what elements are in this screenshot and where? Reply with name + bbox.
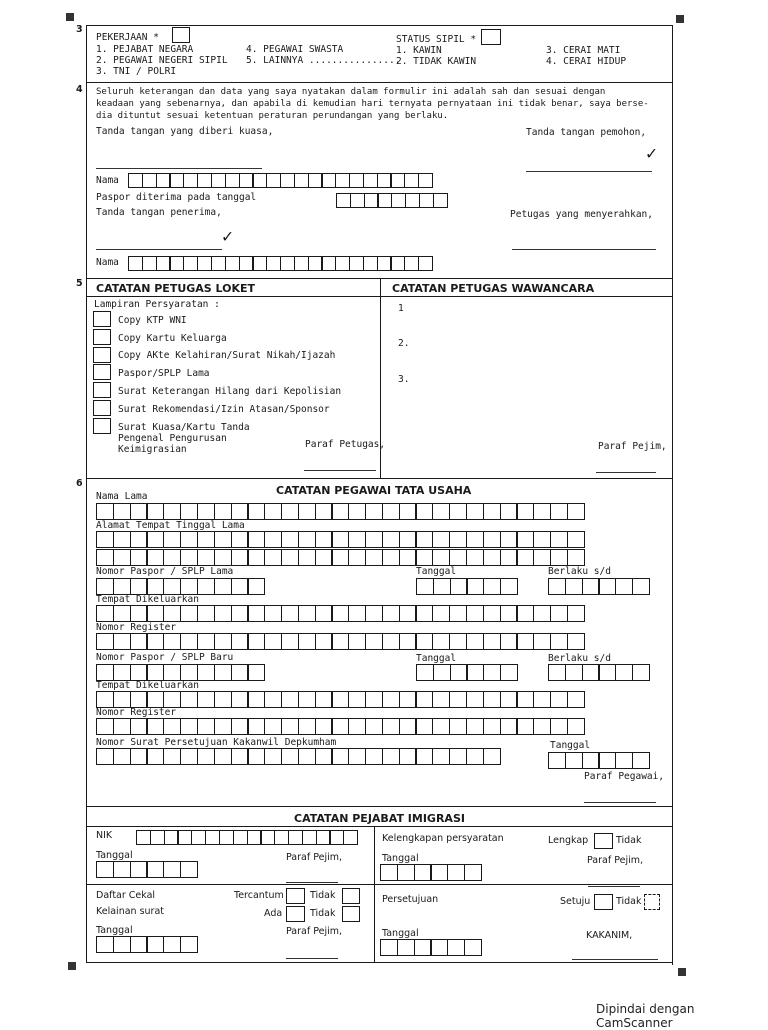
paspor-lama-berlaku-label: Berlaku s/d [548, 566, 611, 577]
nama-cells-1[interactable] [128, 173, 432, 188]
kelainan-label: Kelainan surat [96, 906, 165, 917]
camscanner-watermark: Dipindai dengan CamScanner [596, 1002, 695, 1030]
section-number-6: 6 [76, 478, 83, 489]
imigrasi-tanggal-label-4: Tanggal [382, 928, 419, 939]
nama-lama-label: Nama Lama [96, 491, 148, 502]
persetujuan-label: Persetujuan [382, 894, 439, 905]
job-option-4: 4. PEGAWAI SWASTA [246, 44, 344, 55]
nomor-register-cells-1[interactable] [96, 633, 584, 650]
wawancara-num-3: 3. [398, 374, 410, 385]
sec4-top [86, 82, 672, 83]
nomor-surat-label: Nomor Surat Persetujuan Kakanwil Depkumham [96, 737, 337, 748]
paspor-baru-berlaku-label: Berlaku s/d [548, 653, 611, 664]
checkbox-kk[interactable] [93, 329, 111, 345]
tempat-dikeluarkan-label-1: Tempat Dikeluarkan [96, 594, 199, 605]
tempat-dikeluarkan-label-2: Tempat Dikeluarkan [96, 680, 199, 691]
tidak-label-1: Tidak [616, 835, 642, 846]
imigrasi-paraf-line-2[interactable] [588, 886, 640, 887]
ada-checkbox[interactable] [286, 906, 305, 922]
paspor-lama-berlaku-cells[interactable] [548, 578, 649, 595]
imigrasi-tanggal-cells-4[interactable] [380, 939, 481, 956]
imigrasi-paraf-line-3[interactable] [286, 958, 338, 959]
tempat-dikeluarkan-cells-1[interactable] [96, 605, 584, 622]
item-kk: Copy Kartu Keluarga [118, 333, 227, 344]
job-option-2: 2. PEGAWAI NEGERI SIPIL [96, 55, 228, 66]
job-option-1: 1. PEJABAT NEGARA [96, 44, 194, 55]
paraf-pejim-line[interactable] [596, 472, 656, 473]
kelengkapan-label: Kelengkapan persyaratan [382, 833, 504, 844]
kakanim-label: KAKANIM, [586, 930, 633, 941]
ada-label: Ada [264, 908, 283, 919]
nama-label-1: Nama [96, 175, 119, 186]
paspor-lama-tanggal-cells[interactable] [416, 578, 517, 595]
wawancara-num-2: 2. [398, 338, 410, 349]
nama-cells-2[interactable] [128, 256, 432, 271]
frame-right [672, 25, 673, 965]
pekerjaan-label: PEKERJAAN * [96, 32, 159, 43]
pemohon-checkmark: ✓ [646, 143, 657, 164]
daftar-cekal-label: Daftar Cekal [96, 890, 156, 901]
imigrasi-tanggal-label-2: Tanggal [382, 853, 419, 864]
scan-marker-bottom-right [678, 968, 686, 976]
checkbox-kuasa[interactable] [93, 418, 111, 434]
statement-line-1: Seluruh keterangan dan data yang saya nyatakan dalam formulir ini adalah sah dan sesuai dengan [96, 87, 606, 97]
paraf-pejim-label: Paraf Pejim, [598, 441, 667, 452]
tercantum-checkbox[interactable] [286, 888, 305, 904]
alamat-lama-cells-row1[interactable] [96, 531, 584, 548]
nama-lama-cells[interactable] [96, 503, 584, 520]
paraf-pegawai-line[interactable] [584, 802, 656, 803]
nomor-register-label-1: Nomor Register [96, 622, 177, 633]
kakanim-signature-line[interactable] [572, 959, 658, 960]
imigrasi-mid-line [86, 884, 672, 885]
loket-title: CATATAN PETUGAS LOKET [96, 282, 256, 295]
paraf-pegawai-label: Paraf Pegawai, [584, 771, 665, 782]
section-number-4: 4 [76, 84, 83, 95]
frame-left [86, 25, 87, 963]
item-paspor-lama: Paspor/SPLP Lama [118, 368, 210, 379]
nama-label-2: Nama [96, 257, 119, 268]
lengkap-checkbox[interactable] [594, 833, 613, 849]
ttd-kuasa-label: Tanda tangan yang diberi kuasa, [96, 126, 274, 137]
tidak-checkbox-1[interactable] [342, 888, 360, 904]
paspor-diterima-date-cells[interactable] [336, 193, 447, 208]
item-kuasa-3: Keimigrasian [118, 444, 187, 455]
item-rekomendasi: Surat Rekomendasi/Izin Atasan/Sponsor [118, 404, 330, 415]
paspor-baru-tanggal-label: Tanggal [416, 653, 457, 664]
paspor-diterima-label: Paspor diterima pada tanggal [96, 192, 257, 203]
sec3-top [86, 25, 672, 26]
imigrasi-tanggal-label-3: Tanggal [96, 925, 133, 936]
item-akte: Copy AKte Kelahiran/Surat Nikah/Ijazah [118, 350, 336, 361]
nik-cells[interactable] [136, 830, 357, 845]
alamat-lama-label: Alamat Tempat Tinggal Lama [96, 520, 245, 531]
imigrasi-paraf-pejim-label-3: Paraf Pejim, [286, 926, 343, 937]
status-option-2: 2. TIDAK KAWIN [396, 56, 477, 67]
nomor-surat-cells[interactable] [96, 748, 500, 765]
tidak-label-4: Tidak [616, 896, 642, 907]
paraf-petugas-line[interactable] [304, 470, 376, 471]
scan-marker-top-left [66, 13, 74, 21]
tidak-label-2: Tidak [310, 890, 336, 901]
setuju-checkbox[interactable] [594, 894, 613, 910]
checkbox-hilang[interactable] [93, 382, 111, 398]
paraf-petugas-label: Paraf Petugas, [305, 439, 386, 450]
imigrasi-paraf-line-1[interactable] [286, 882, 338, 883]
nomor-register-cells-2[interactable] [96, 718, 584, 735]
penerima-signature-line[interactable] [96, 249, 222, 250]
pemohon-signature-line[interactable] [526, 171, 652, 172]
tercantum-label: Tercantum [234, 890, 284, 901]
tidak-label-3: Tidak [310, 908, 336, 919]
paspor-baru-tanggal-cells[interactable] [416, 664, 517, 681]
paspor-lama-label: Nomor Paspor / SPLP Lama [96, 566, 234, 577]
paspor-baru-number-cells[interactable] [96, 664, 264, 681]
penerima-checkmark: ✓ [222, 226, 233, 247]
tempat-dikeluarkan-cells-2[interactable] [96, 691, 584, 708]
item-kuasa-1: Surat Kuasa/Kartu Tanda [118, 422, 250, 433]
imigrasi-tanggal-cells-2[interactable] [380, 864, 481, 881]
section-number-3: 3 [76, 24, 83, 35]
setuju-label: Setuju [560, 896, 591, 907]
status-option-4: 4. CERAI HIDUP [546, 56, 627, 67]
pekerjaan-box[interactable] [172, 27, 190, 43]
status-option-3: 3. CERAI MATI [546, 45, 621, 56]
status-label: STATUS SIPIL * [396, 34, 477, 45]
nomor-register-label-2: Nomor Register [96, 707, 177, 718]
item-ktp: Copy KTP WNI [118, 315, 187, 326]
job-option-3: 3. TNI / POLRI [96, 66, 177, 77]
checkbox-ktp[interactable] [93, 311, 111, 327]
frame-bottom [86, 962, 672, 963]
imigrasi-paraf-pejim-label-2: Paraf Pejim, [587, 855, 644, 866]
imigrasi-top [86, 806, 672, 807]
imigrasi-tanggal-label-1: Tanggal [96, 850, 133, 861]
alamat-lama-cells-row2[interactable] [96, 549, 584, 566]
sec5-header-line [86, 296, 672, 297]
job-option-5: 5. LAINNYA ................ [246, 55, 401, 66]
imigrasi-tanggal-cells-3[interactable] [96, 936, 197, 953]
status-box[interactable] [481, 29, 501, 45]
nik-label: NIK [96, 830, 113, 841]
item-hilang: Surat Keterangan Hilang dari Kepolisian [118, 386, 342, 397]
imigrasi-tanggal-cells-1[interactable] [96, 861, 197, 878]
imigrasi-divider [374, 826, 375, 962]
sec6-top [86, 478, 672, 479]
scan-marker-bottom-left [68, 962, 76, 970]
status-option-1: 1. KAWIN [396, 45, 442, 56]
statement-line-2: keadaan yang sebenarnya, dan apabila di kemudian hari ternyata pernyataan ini tidak benar, saya berse- [96, 99, 649, 109]
wawancara-title: CATATAN PETUGAS WAWANCARA [392, 282, 595, 295]
sec5-top [86, 278, 672, 279]
ttd-pemohon-label: Tanda tangan pemohon, [526, 127, 647, 138]
paspor-baru-berlaku-cells[interactable] [548, 664, 649, 681]
petugas-menyerahkan-label: Petugas yang menyerahkan, [510, 209, 653, 220]
nomor-surat-tanggal-label: Tanggal [550, 740, 591, 751]
paspor-lama-number-cells[interactable] [96, 578, 264, 595]
scan-marker-top-right [676, 15, 684, 23]
paspor-lama-tanggal-label: Tanggal [416, 566, 457, 577]
checkbox-rekomendasi[interactable] [93, 400, 111, 416]
imigrasi-title: CATATAN PEJABAT IMIGRASI [294, 812, 465, 825]
item-kuasa-2: Pengenal Pengurusan [118, 433, 227, 444]
paspor-baru-label: Nomor Paspor / SPLP Baru [96, 652, 234, 663]
checkbox-paspor-lama[interactable] [93, 364, 111, 380]
nomor-surat-tanggal-cells[interactable] [548, 752, 649, 769]
ttd-penerima-label: Tanda tangan penerima, [96, 207, 222, 218]
lampiran-label: Lampiran Persyaratan : [94, 299, 220, 310]
section-number-5: 5 [76, 278, 83, 289]
imigrasi-header-line [86, 826, 672, 827]
kuasa-signature-line[interactable] [96, 168, 262, 169]
statement-line-3: dia dituntut sesuai ketentuan peraturan perundangan yang berlaku. [96, 111, 449, 121]
tidak-checkbox-3[interactable] [644, 894, 660, 910]
imigrasi-paraf-pejim-label-1: Paraf Pejim, [286, 852, 343, 863]
lengkap-label: Lengkap [548, 835, 589, 846]
checkbox-akte[interactable] [93, 347, 111, 363]
wawancara-num-1: 1 [398, 303, 404, 314]
tidak-checkbox-2[interactable] [342, 906, 360, 922]
petugas-signature-line[interactable] [512, 249, 656, 250]
tata-usaha-title: CATATAN PEGAWAI TATA USAHA [276, 484, 472, 497]
